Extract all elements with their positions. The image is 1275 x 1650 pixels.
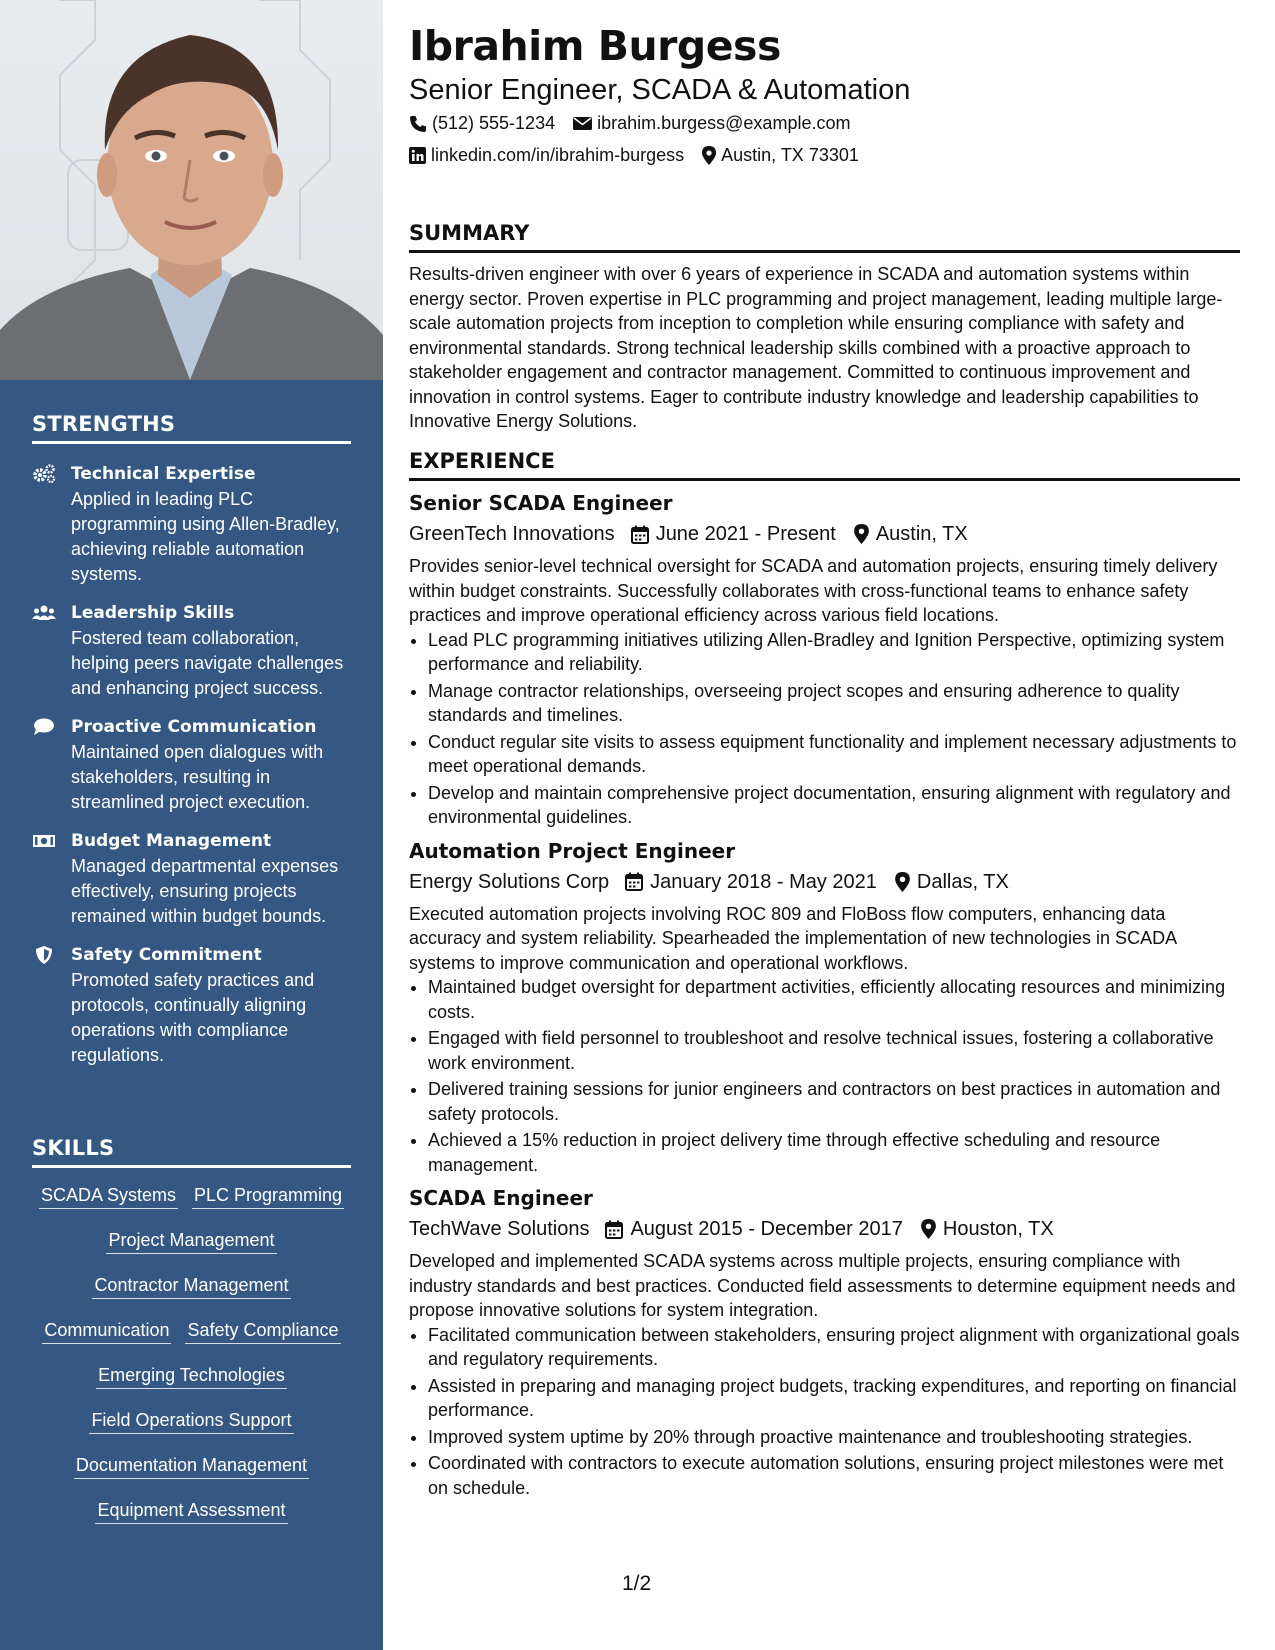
job-role: Senior SCADA Engineer — [409, 491, 673, 515]
experience-list — [409, 488, 1240, 1506]
calendar-icon — [605, 1220, 623, 1239]
candidate-name: Ibrahim Burgess — [409, 22, 781, 70]
job-bullets — [409, 1323, 1240, 1501]
job-description: Developed and implemented SCADA systems across multiple projects, ensuring compliance with industry standards and best practices. Conducted field assessments to determine equipment needs and propose innovative solutions for system integration. — [409, 1251, 1236, 1320]
job-role: SCADA Engineer — [409, 1186, 593, 1210]
strength-title: Budget Management — [71, 831, 272, 851]
skill-tag: Equipment Assessment — [95, 1498, 287, 1524]
skill-tag: Communication — [42, 1318, 171, 1344]
job-entry — [409, 488, 1240, 830]
candidate-title: Senior Engineer, SCADA & Automation — [409, 74, 911, 106]
phone-text: (512) 555-1234 — [432, 113, 556, 133]
strength-desc: Applied in leading PLC programming using Allen-Bradley, achieving reliable automation systems. — [71, 489, 340, 584]
strength-desc: Managed departmental expenses effectively, ensuring projects remained within budget bounds. — [71, 856, 339, 926]
job-description: Provides senior-level technical oversight for SCADA and automation projects, ensuring timely delivery within budget constraints. Successfully collaborates with cross-functional teams to enhance safety practices and improve operational efficiency across various field locations. — [409, 556, 1218, 625]
job-location: Houston, TX — [942, 1218, 1054, 1240]
linkedin-contact[interactable] — [409, 145, 684, 166]
calendar-icon — [631, 525, 649, 544]
job-entry — [409, 836, 1240, 1178]
job-bullet: • Engaged with field personnel to troubleshoot and resolve technical issues, fostering a collaborative work environment. — [428, 1026, 1240, 1075]
job-company: TechWave Solutions — [409, 1218, 590, 1240]
strength-title: Technical Expertise — [71, 464, 256, 484]
contact-row-2 — [409, 145, 877, 166]
skill-tag: Contractor Management — [92, 1273, 290, 1299]
job-bullet: • Conduct regular site visits to assess equipment functionality and implement necessary adjustments to meet operational demands. — [428, 730, 1240, 779]
strengths-list — [32, 462, 362, 1082]
strength-item — [32, 601, 362, 701]
calendar-icon — [625, 872, 643, 891]
gears-icon — [32, 464, 56, 484]
skill-tag: Project Management — [106, 1228, 276, 1254]
job-company: GreenTech Innovations — [409, 523, 615, 545]
email-text[interactable]: ibrahim.burgess@example.com — [597, 113, 851, 133]
job-entry — [409, 1183, 1240, 1500]
job-role: Automation Project Engineer — [409, 838, 736, 863]
job-bullet: • Facilitated communication between stakeholders, ensuring project alignment with organizational goals and regulatory requirements. — [428, 1323, 1240, 1372]
job-dates: January 2018 - May 2021 — [650, 870, 877, 893]
contact-row — [409, 113, 868, 134]
job-bullet: • Manage contractor relationships, overseeing project scopes and ensuring adherence to quality standards and timelines. — [428, 679, 1240, 728]
job-location: Dallas, TX — [916, 870, 1009, 893]
job-bullet: • Lead PLC programming initiatives utilizing Allen-Bradley and Ignition Perspective, optimizing system performance and reliability. — [428, 628, 1240, 677]
shield-icon — [32, 945, 56, 965]
job-description: Executed automation projects involving ROC 809 and FloBoss flow computers, enhancing data accuracy and system reliability. Spearheaded the implementation of new technologies in SCADA systems to improve communication and operational workflows. — [409, 903, 1177, 973]
job-bullet: • Achieved a 15% reduction in project delivery time through effective scheduling and resource management. — [428, 1128, 1240, 1177]
summary-text: Results-driven engineer with over 6 years of experience in SCADA and automation systems within energy sector. Proven expertise in PLC programming and project management, leading multiple large-scale automation projects from inception to completion while ensuring compliance with safety and environmental standards. Strong technical leadership skills combined with a proactive approach to stakeholder engagement and contractor management. Committed to continuous improvement and innovation in control systems. Eager to contribute industry knowledge and leadership capabilities to Innovative Energy Solutions. — [409, 264, 1223, 431]
experience-heading: EXPERIENCE — [409, 449, 1240, 481]
job-meta — [409, 866, 1240, 898]
map-pin-icon — [702, 146, 716, 165]
strength-item — [32, 462, 362, 587]
job-meta — [409, 518, 1240, 550]
envelope-icon — [573, 116, 592, 131]
email-contact[interactable] — [573, 113, 850, 134]
location-contact — [702, 145, 859, 166]
job-location: Austin, TX — [875, 523, 968, 545]
skill-tag: Emerging Technologies — [96, 1363, 287, 1389]
skill-tag: Field Operations Support — [89, 1408, 293, 1434]
strength-item — [32, 715, 362, 815]
strength-title: Proactive Communication — [71, 717, 317, 737]
job-dates: June 2021 - Present — [655, 523, 836, 545]
map-pin-icon — [895, 872, 910, 892]
summary-heading: SUMMARY — [409, 221, 1240, 253]
skill-tag: SCADA Systems — [39, 1183, 178, 1209]
phone-contact — [409, 113, 555, 134]
strength-item — [32, 829, 362, 929]
comment-icon — [32, 717, 56, 737]
phone-icon — [409, 115, 427, 133]
job-bullets — [409, 628, 1240, 830]
money-bill-icon — [32, 831, 56, 851]
map-pin-icon — [921, 1219, 936, 1239]
skills-heading: SKILLS — [32, 1136, 351, 1168]
sidebar — [0, 0, 383, 1650]
job-bullet: • Coordinated with contractors to execute automation solutions, ensuring project milestones were met on schedule. — [428, 1451, 1240, 1500]
users-icon — [32, 603, 56, 623]
strength-title: Safety Commitment — [71, 945, 262, 965]
strength-item — [32, 943, 362, 1068]
linkedin-icon — [409, 147, 426, 164]
strengths-heading: STRENGTHS — [32, 412, 351, 444]
job-bullet: • Assisted in preparing and managing project budgets, tracking expenditures, and reporting on financial performance. — [428, 1374, 1240, 1423]
page-number: 1/2 — [622, 1572, 652, 1595]
job-bullet: • Develop and maintain comprehensive project documentation, ensuring alignment with regulatory and environmental guidelines. — [428, 781, 1240, 830]
skills-list — [28, 1183, 355, 1543]
profile-photo — [0, 0, 383, 380]
strength-desc: Fostered team collaboration, helping peers navigate challenges and enhancing project success. — [71, 628, 344, 698]
strength-desc: Promoted safety practices and protocols, continually aligning operations with compliance regulations. — [71, 970, 315, 1065]
location-text: Austin, TX 73301 — [721, 145, 859, 165]
job-dates: August 2015 - December 2017 — [630, 1218, 903, 1240]
map-pin-icon — [854, 524, 869, 544]
job-bullet: • Delivered training sessions for junior engineers and contractors on best practices in automation and safety protocols. — [428, 1077, 1240, 1126]
job-bullets — [409, 975, 1240, 1177]
skill-tag: Documentation Management — [74, 1453, 309, 1479]
strength-desc: Maintained open dialogues with stakeholders, resulting in streamlined project execution. — [71, 742, 324, 812]
skill-tag: PLC Programming — [192, 1183, 344, 1209]
strength-title: Leadership Skills — [71, 603, 235, 623]
job-meta — [409, 1213, 1240, 1245]
skill-tag: Safety Compliance — [185, 1318, 340, 1344]
job-bullet: • Maintained budget oversight for department activities, efficiently allocating resources and minimizing costs. — [428, 975, 1240, 1024]
job-bullet: • Improved system uptime by 20% through proactive maintenance and troubleshooting strategies. — [428, 1425, 1240, 1450]
linkedin-text[interactable]: linkedin.com/in/ibrahim-burgess — [431, 145, 685, 165]
job-company: Energy Solutions Corp — [409, 870, 610, 893]
